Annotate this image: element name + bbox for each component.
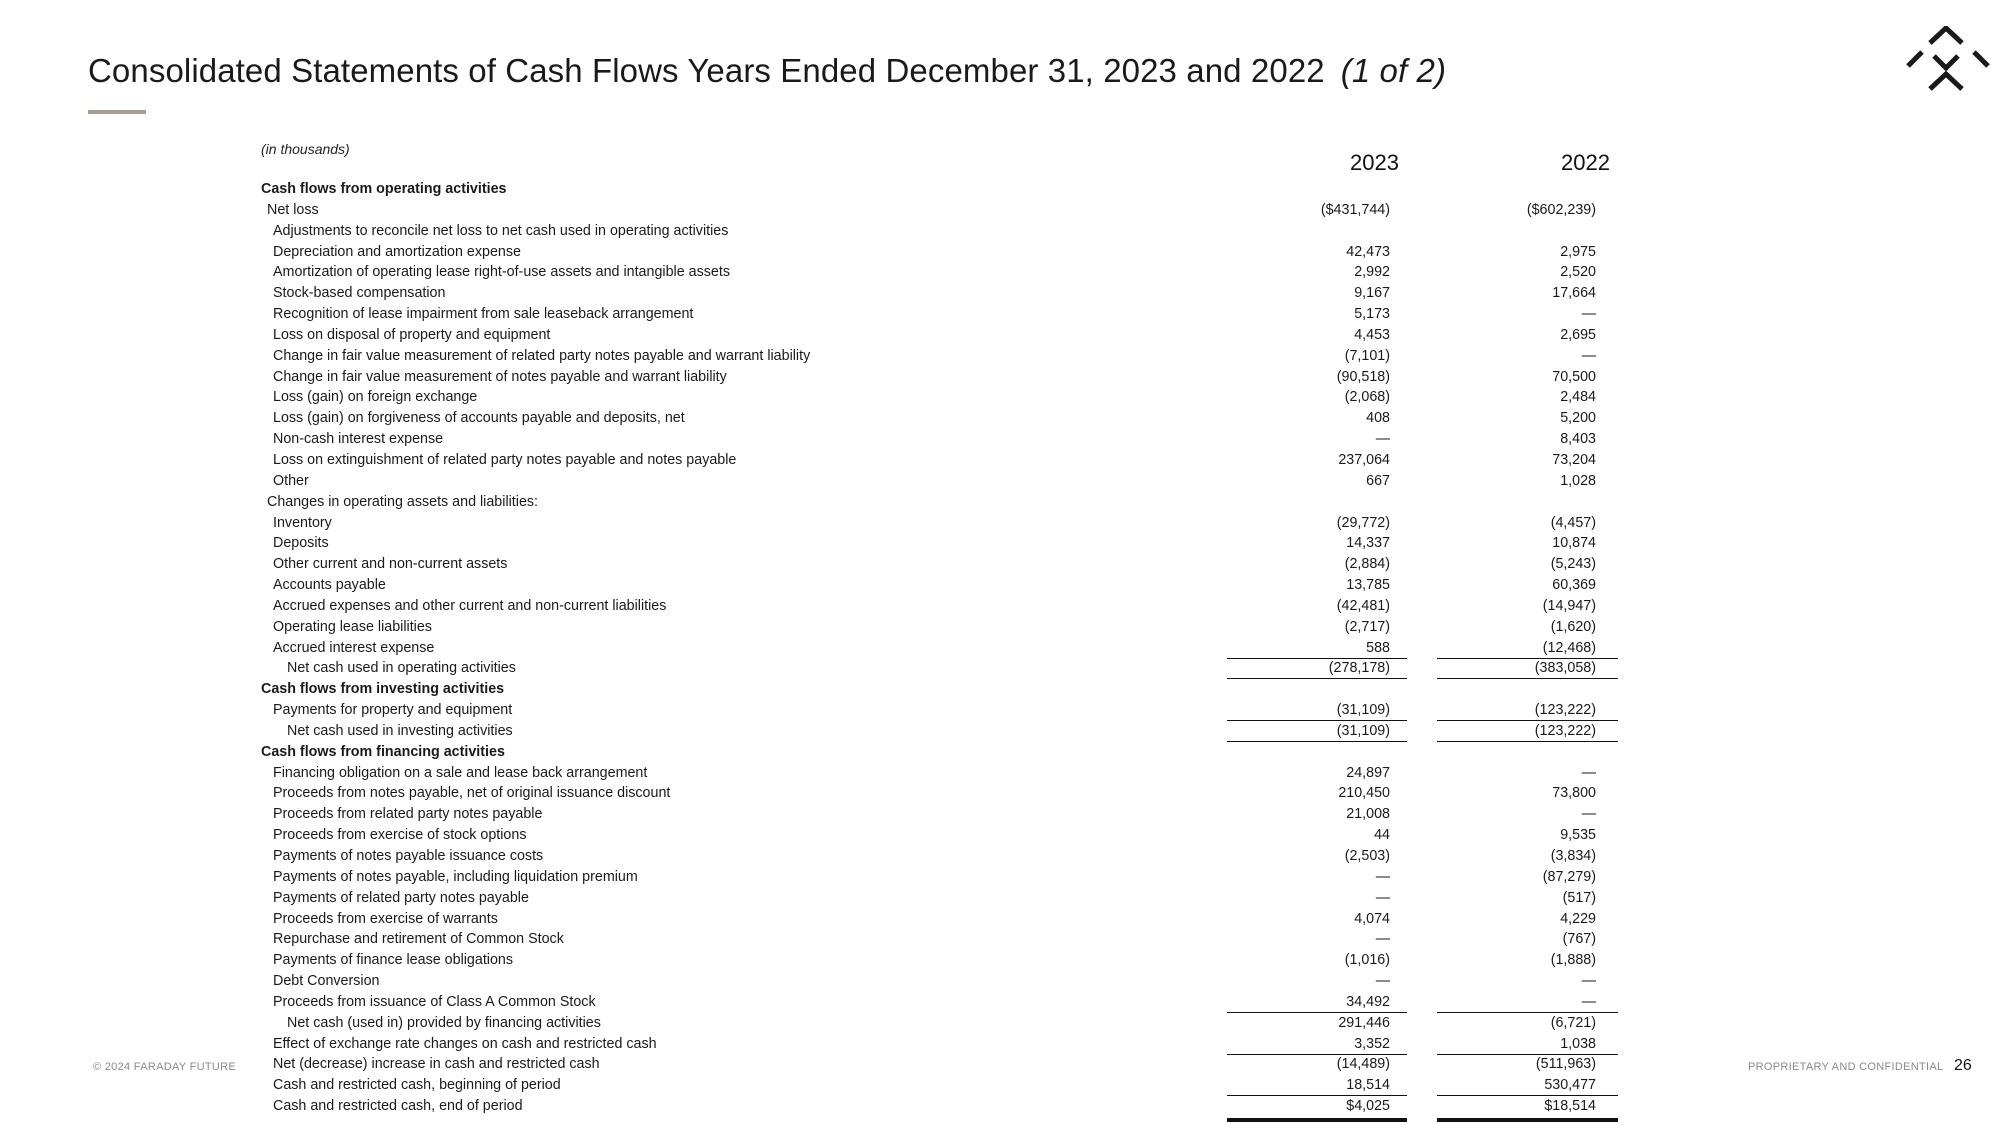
value-2023: 2,992 <box>1354 264 1390 281</box>
row-label: Accounts payable <box>273 577 386 594</box>
table-row <box>0 721 2000 742</box>
value-2023: (7,101) <box>1344 347 1390 364</box>
value-2022: 8,403 <box>1560 431 1596 448</box>
value-2023: (1,016) <box>1344 952 1390 969</box>
column-header-2022: 2022 <box>1561 150 1610 175</box>
row-label: Proceeds from notes payable, net of original issuance discount <box>273 785 671 802</box>
table-row <box>0 950 2000 971</box>
total-double-rule <box>1437 1118 1618 1122</box>
value-2022: (767) <box>1562 931 1596 948</box>
row-label: Payments of finance lease obligations <box>273 952 514 969</box>
value-2022: — <box>1581 764 1596 781</box>
value-2022: 60,369 <box>1552 577 1596 594</box>
value-2023: — <box>1375 868 1390 885</box>
table-row <box>0 533 2000 554</box>
table-row <box>0 262 2000 283</box>
row-label: Operating lease liabilities <box>273 618 432 635</box>
row-label: Other current and non-current assets <box>273 556 508 573</box>
row-label: Effect of exchange rate changes on cash and restricted cash <box>273 1035 657 1052</box>
page-title-part: (1 of 2) <box>1340 52 1447 89</box>
row-label: Financing obligation on a sale and lease back arrangement <box>273 764 648 781</box>
row-label: Accrued interest expense <box>273 639 435 656</box>
row-label: Net cash used in operating activities <box>287 660 516 677</box>
value-2023: 4,074 <box>1354 910 1390 927</box>
value-2022: — <box>1581 806 1596 823</box>
table-row <box>0 1054 2000 1075</box>
title-underline <box>88 110 146 114</box>
units-note: (in thousands) <box>261 141 350 157</box>
value-2022: (1,620) <box>1550 618 1596 635</box>
cash-flow-table <box>0 179 2000 1117</box>
table-row <box>0 1096 2000 1117</box>
row-label: Loss on disposal of property and equipment <box>273 326 551 343</box>
table-row <box>0 513 2000 534</box>
row-label: Other <box>273 472 309 489</box>
table-row <box>0 450 2000 471</box>
value-2022: $18,514 <box>1544 1098 1596 1115</box>
table-row <box>0 492 2000 513</box>
table-row <box>0 387 2000 408</box>
table-row <box>0 763 2000 784</box>
row-label: Cash flows from investing activities <box>261 681 505 698</box>
value-2023: — <box>1375 931 1390 948</box>
value-2022: — <box>1581 347 1596 364</box>
value-2022: ($602,239) <box>1526 201 1596 218</box>
row-label: Repurchase and retirement of Common Stock <box>273 931 564 948</box>
row-label: Depreciation and amortization expense <box>273 243 521 260</box>
value-2023: — <box>1375 889 1390 906</box>
table-row <box>0 638 2000 659</box>
table-row <box>0 283 2000 304</box>
table-row <box>0 408 2000 429</box>
table-row <box>0 575 2000 596</box>
value-2023: (278,178) <box>1328 660 1390 677</box>
table-row <box>0 783 2000 804</box>
page-title <box>88 52 1446 90</box>
value-2023: 13,785 <box>1346 577 1390 594</box>
table-row <box>0 367 2000 388</box>
row-label: Recognition of lease impairment from sale leaseback arrangement <box>273 306 694 323</box>
value-2023: (90,518) <box>1336 368 1390 385</box>
value-2023: (2,503) <box>1344 848 1390 864</box>
value-2022: 4,229 <box>1560 910 1596 927</box>
value-2023: 34,492 <box>1346 993 1390 1010</box>
value-2022: 73,800 <box>1552 785 1596 802</box>
row-label: Deposits <box>273 535 329 552</box>
value-2022: (123,222) <box>1534 702 1596 719</box>
value-2022: 2,975 <box>1560 243 1596 260</box>
table-row <box>0 617 2000 638</box>
row-label: Payments of notes payable, including liquidation premium <box>273 868 638 885</box>
section-header-row <box>0 742 2000 763</box>
value-2022: 1,038 <box>1560 1035 1596 1052</box>
value-2023: 42,473 <box>1346 243 1390 260</box>
value-2023: 291,446 <box>1338 1014 1390 1031</box>
value-2022: 5,200 <box>1560 410 1596 427</box>
row-label: Cash and restricted cash, beginning of period <box>273 1077 561 1094</box>
row-label: Loss on extinguishment of related party notes payable and notes payable <box>273 451 737 468</box>
value-2022: (517) <box>1562 889 1596 906</box>
row-label: Adjustments to reconcile net loss to net cash used in operating activities <box>273 222 729 239</box>
value-2023: (2,068) <box>1344 389 1390 406</box>
table-row <box>0 471 2000 492</box>
value-2022: (383,058) <box>1534 660 1596 677</box>
table-row <box>0 929 2000 950</box>
value-2022: 1,028 <box>1560 472 1596 489</box>
value-2022: — <box>1581 993 1596 1010</box>
value-2022: 2,484 <box>1560 389 1596 406</box>
row-label: Inventory <box>273 514 332 531</box>
row-label: Change in fair value measurement of related party notes payable and warrant liability <box>273 347 811 364</box>
row-label: Proceeds from exercise of warrants <box>273 910 498 927</box>
row-label: Cash and restricted cash, end of period <box>273 1098 523 1115</box>
row-label: Net cash (used in) provided by financing activities <box>287 1014 601 1031</box>
table-row <box>0 846 2000 867</box>
row-label: Stock-based compensation <box>273 285 446 302</box>
row-label: Payments of related party notes payable <box>273 889 529 906</box>
value-2022: (14,947) <box>1542 597 1596 614</box>
value-2023: (2,717) <box>1344 618 1390 635</box>
row-label: Changes in operating assets and liabilities: <box>267 493 539 510</box>
value-2023: 5,173 <box>1354 306 1390 323</box>
value-2023: (31,109) <box>1336 722 1390 739</box>
value-2023: (31,109) <box>1336 702 1390 719</box>
value-2022: (5,243) <box>1550 556 1596 573</box>
value-2023: 9,167 <box>1354 285 1390 302</box>
section-header-row <box>0 679 2000 700</box>
table-row <box>0 992 2000 1013</box>
value-2023: (14,489) <box>1336 1056 1390 1073</box>
value-2022: (12,468) <box>1542 639 1596 656</box>
value-2023: 21,008 <box>1346 806 1390 823</box>
value-2022: 10,874 <box>1552 535 1596 552</box>
row-label: Net loss <box>267 201 319 218</box>
value-2022: 9,535 <box>1560 827 1596 844</box>
row-label: Change in fair value measurement of notes payable and warrant liability <box>273 368 727 385</box>
table-row <box>0 804 2000 825</box>
value-2022: (87,279) <box>1542 868 1596 885</box>
value-2022: (6,721) <box>1550 1014 1596 1031</box>
table-row <box>0 888 2000 909</box>
row-label: Payments of notes payable issuance costs <box>273 848 544 864</box>
value-2023: — <box>1375 431 1390 448</box>
table-row <box>0 346 2000 367</box>
value-2023: ($431,744) <box>1320 201 1390 218</box>
total-double-rule <box>1227 1118 1407 1122</box>
table-row <box>0 221 2000 242</box>
value-2023: 3,352 <box>1354 1035 1390 1052</box>
row-label: Accrued expenses and other current and non-current liabilities <box>273 597 667 614</box>
row-label: Non-cash interest expense <box>273 431 444 448</box>
value-2023: 237,064 <box>1338 451 1390 468</box>
table-row <box>0 1075 2000 1096</box>
table-row <box>0 700 2000 721</box>
row-label: Cash flows from operating activities <box>261 181 507 197</box>
table-row <box>0 909 2000 930</box>
value-2023: 14,337 <box>1346 535 1390 552</box>
value-2023: $4,025 <box>1346 1098 1390 1115</box>
value-2022: — <box>1581 306 1596 323</box>
footer-copyright: © 2024 FARADAY FUTURE <box>93 1061 236 1073</box>
value-2022: 530,477 <box>1544 1077 1596 1094</box>
value-2023: 24,897 <box>1346 764 1390 781</box>
table-row <box>0 867 2000 888</box>
value-2023: 588 <box>1366 639 1390 656</box>
value-2022: (511,963) <box>1535 1056 1596 1073</box>
value-2023: 4,453 <box>1354 326 1390 343</box>
table-row <box>0 429 2000 450</box>
table-row <box>0 825 2000 846</box>
table-row <box>0 1013 2000 1034</box>
value-2022: (1,888) <box>1550 952 1596 969</box>
value-2022: 17,664 <box>1552 285 1596 302</box>
row-label: Debt Conversion <box>273 973 380 990</box>
page-title-main: Consolidated Statements of Cash Flows Years Ended December 31, 2023 and 2022 <box>88 52 1325 89</box>
table-row <box>0 554 2000 575</box>
table-row <box>0 971 2000 992</box>
row-label: Net (decrease) increase in cash and restricted cash <box>273 1056 600 1073</box>
value-2022: (3,834) <box>1550 848 1596 864</box>
value-2022: 2,695 <box>1560 326 1596 343</box>
row-label: Loss (gain) on forgiveness of accounts payable and deposits, net <box>273 410 685 427</box>
row-label: Proceeds from exercise of stock options <box>273 827 527 844</box>
value-2023: 18,514 <box>1346 1077 1390 1094</box>
row-label: Amortization of operating lease right-of-use assets and intangible assets <box>273 264 730 281</box>
value-2022: 73,204 <box>1552 451 1596 468</box>
row-label: Proceeds from related party notes payable <box>273 806 543 823</box>
table-row <box>0 658 2000 679</box>
table-row <box>0 1034 2000 1055</box>
row-label: Net cash used in investing activities <box>287 722 513 739</box>
table-row <box>0 596 2000 617</box>
table-row <box>0 304 2000 325</box>
value-2023: 44 <box>1374 827 1390 844</box>
row-label: Loss (gain) on foreign exchange <box>273 389 478 406</box>
row-label: Cash flows from financing activities <box>261 743 505 760</box>
row-label: Payments for property and equipment <box>273 702 513 719</box>
faraday-future-logo-icon <box>1900 26 1996 94</box>
value-2023: 408 <box>1366 410 1390 427</box>
value-2023: (2,884) <box>1344 556 1390 573</box>
value-2022: (4,457) <box>1550 514 1596 531</box>
table-row <box>0 325 2000 346</box>
value-2022: (123,222) <box>1534 722 1596 739</box>
column-header-2023: 2023 <box>1350 150 1399 175</box>
value-2022: 2,520 <box>1560 264 1596 281</box>
section-header-row <box>0 179 2000 200</box>
value-2023: — <box>1375 973 1390 990</box>
footer-confidential: PROPRIETARY AND CONFIDENTIAL <box>1748 1061 1944 1073</box>
value-2022: 70,500 <box>1552 368 1596 385</box>
table-row <box>0 242 2000 263</box>
page-number: 26 <box>1954 1057 1972 1074</box>
value-2023: (42,481) <box>1336 597 1390 614</box>
row-label: Proceeds from issuance of Class A Common Stock <box>273 993 596 1010</box>
value-2023: 210,450 <box>1338 785 1390 802</box>
value-2023: 667 <box>1366 472 1390 489</box>
table-row <box>0 200 2000 221</box>
value-2022: — <box>1581 973 1596 990</box>
value-2023: (29,772) <box>1336 514 1390 531</box>
